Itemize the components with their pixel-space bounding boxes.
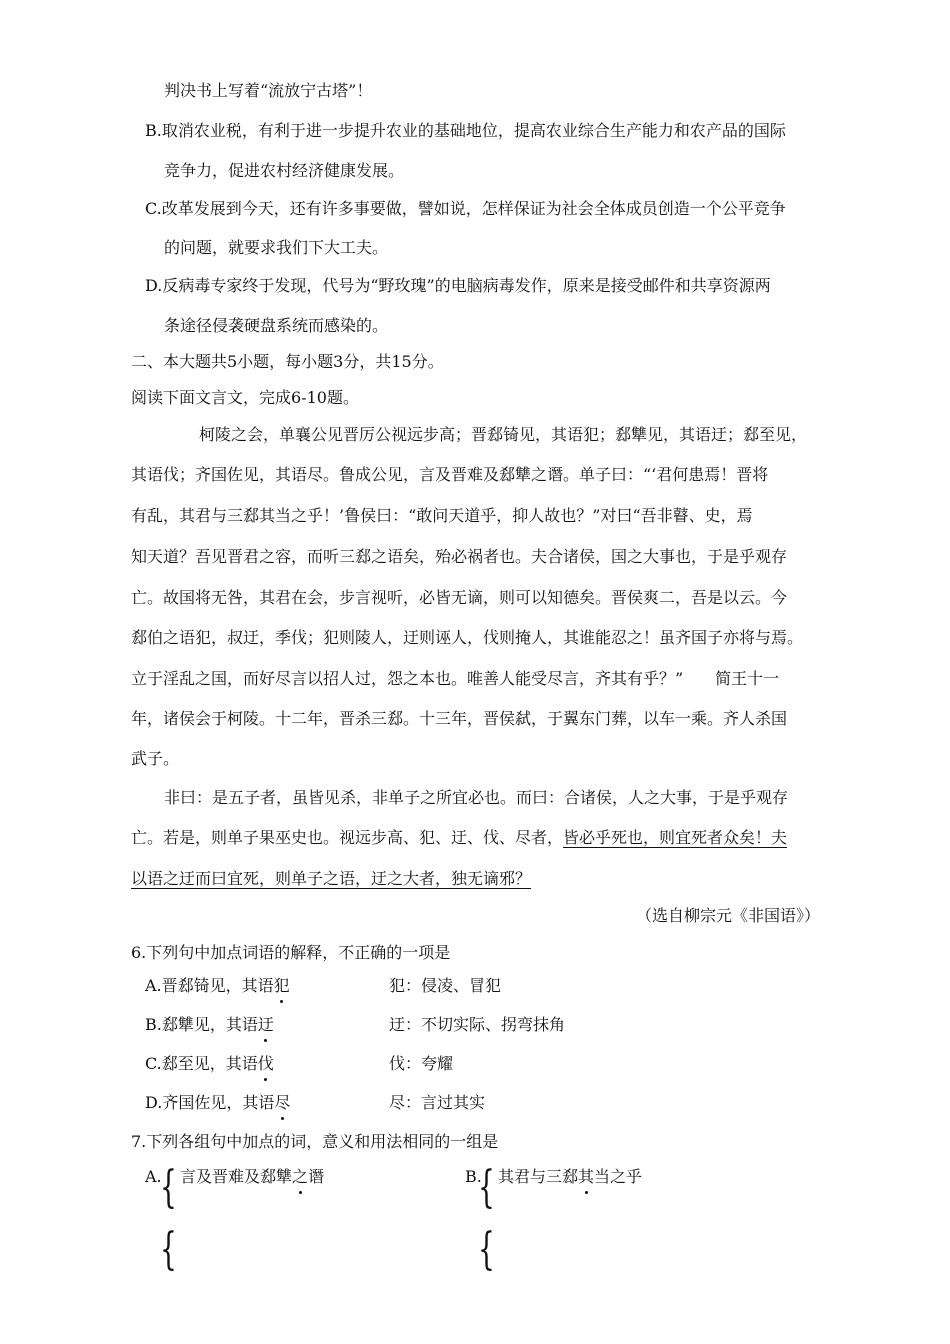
passage-line: 立于淫乱之国，而好尽言以招人过，怨之本也。唯善人能受尽言，齐其有乎？” 简王十一: [131, 669, 780, 688]
q5-option-a-continuation: 判决书上写着“流放宁古塔”！: [164, 81, 373, 100]
q5-option-c-line2: 的问题，就要求我们下大工夫。: [164, 238, 389, 257]
q6-option-b-explanation: 迂：不切实际、拐弯抹角: [389, 1015, 566, 1034]
dotted-word: 犯: [273, 976, 290, 995]
q7-option-b-sentence: [498, 1167, 642, 1187]
passage-line: 年，诸侯会于柯陵。十二年，晋杀三郄。十三年，晋侯弑，于翼东门葬，以车一乘。齐人杀国: [131, 709, 788, 728]
underlined-text: 皆必乎死也，则宜死者众矣！夫: [563, 828, 788, 847]
q6-option-d: [145, 1093, 290, 1113]
passage-line: 郄伯之语犯，叔迂，季伐；犯则陵人，迂则诬人，伐则掩人，其谁能忍之！虽齐国子亦将与焉。: [131, 628, 804, 647]
section-heading: 二、本大题共5小题，每小题3分，共15分。: [131, 352, 444, 371]
option-text: A.晋郄锜见，其语: [145, 976, 274, 995]
q5-option-b-line2: 竞争力，促进农村经济健康发展。: [164, 161, 405, 180]
passage-line: 知天道？吾见晋君之容，而听三郄之语矣，殆必祸者也。夫合诸侯，国之大事也，于是乎观存: [131, 547, 788, 566]
q6-option-c: [145, 1054, 274, 1074]
passage-line: [131, 869, 531, 889]
sentence-text: 当之乎: [594, 1167, 643, 1186]
q5-option-d-line1: D.反病毒专家终于发现，代号为“野玫瑰”的电脑病毒发作，原来是接受邮件和共享资源两: [145, 276, 771, 295]
passage-line: 亡。故国将无咎，其君在会，步言视听，必皆无谪，则可以知德矣。晋侯爽二，吾是以云。今: [131, 588, 788, 607]
sentence-text: 其君与三郄: [498, 1167, 579, 1186]
passage-line: 有乱，其君与三郄其当之乎！’鲁侯曰：“敢问天道乎，抑人故也？”对曰“吾非瞽、史，焉: [131, 506, 753, 525]
dotted-word: 其: [578, 1167, 595, 1186]
passage-line: [131, 828, 787, 848]
option-text: B.郄犨见，其语: [145, 1015, 258, 1034]
left-brace-icon: {: [160, 1224, 177, 1275]
passage-line: 其语伐；齐国佐见，其语尽。鲁成公见，言及晋难及郄犨之谮。单子曰：“‘君何患焉！晋将: [131, 465, 769, 484]
passage-text: 亡。若是，则单子果巫史也。视远步高、犯、迂、伐、尽者，: [131, 828, 564, 847]
q6-option-d-explanation: 尽：言过其实: [389, 1093, 486, 1112]
q5-option-d-line2: 条途径侵袭硬盘系统而感染的。: [164, 316, 389, 335]
left-brace-icon: {: [478, 1162, 495, 1213]
q5-option-b-line1: B.取消农业税，有利于进一步提升农业的基础地位，提高农业综合生产能力和农产品的国际: [145, 121, 786, 140]
sentence-text: 谮: [308, 1167, 325, 1186]
passage-line: 非曰：是五子者，虽皆见杀，非单子之所宜必也。而曰：合诸侯，人之大事，于是乎观存: [164, 788, 789, 807]
dotted-word: 迂: [257, 1015, 274, 1034]
dotted-word: 尽: [274, 1093, 291, 1112]
option-text: C.郄至见，其语: [145, 1054, 258, 1073]
passage-line: 武子。: [131, 749, 180, 768]
passage-line: 柯陵之会，单襄公见晋厉公视远步高；晋郄锜见，其语犯；郄犨见，其语迂；郄至见，: [199, 425, 808, 444]
sentence-text: 言及晋难及郄犨: [180, 1167, 293, 1186]
dotted-word: 之: [292, 1167, 309, 1186]
question-6-stem: 6.下列句中加点词语的解释，不正确的一项是: [131, 943, 451, 962]
underlined-text: 以语之迂而曰宜死，则单子之语，迂之大者，独无谪邪？: [131, 869, 532, 888]
dotted-word: 伐: [257, 1054, 274, 1073]
q7-option-a-sentence: [180, 1167, 324, 1187]
section-instruction: 阅读下面文言文，完成6-10题。: [131, 388, 359, 407]
q6-option-c-explanation: 伐：夸耀: [389, 1054, 454, 1073]
passage-source: （选自柳宗元《非国语》）: [636, 906, 821, 925]
q7-option-b-label: B.: [465, 1167, 482, 1186]
q5-option-c-line1: C.改革发展到今天，还有许多事要做，譬如说，怎样保证为社会全体成员创造一个公平竞争: [145, 199, 786, 218]
q6-option-a: [145, 976, 290, 996]
left-brace-icon: {: [160, 1162, 177, 1213]
q6-option-a-explanation: 犯：侵凌、冒犯: [389, 976, 502, 995]
q7-option-a-label: A.: [145, 1167, 162, 1186]
option-text: D.齐国佐见，其语: [145, 1093, 275, 1112]
question-7-stem: 7.下列各组句中加点的词，意义和用法相同的一组是: [131, 1132, 499, 1151]
q6-option-b: [145, 1015, 274, 1035]
left-brace-icon: {: [478, 1224, 495, 1275]
